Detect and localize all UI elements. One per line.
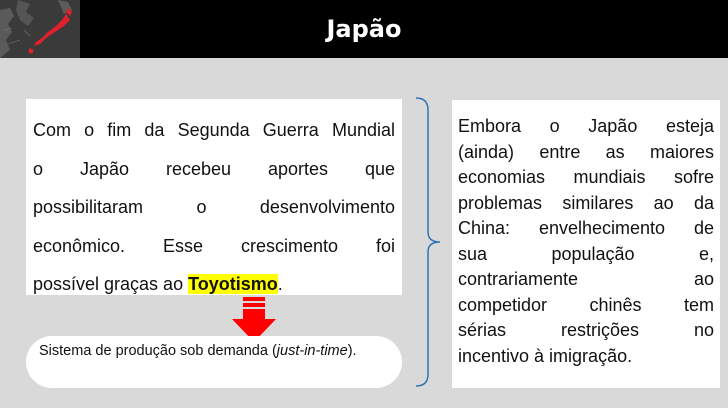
economy-text-line: economias mundiais sofre [458, 167, 714, 187]
economy-text-line: (ainda) entre as maiores [458, 141, 714, 162]
history-text-prefix: possível graças ao [33, 274, 189, 294]
history-text-line: Com o fim da Segunda Guerra Mundial [33, 120, 395, 140]
economy-text-last-line: incentivo à imigração. [458, 345, 633, 366]
economy-text-line: Embora o Japão esteja [458, 116, 714, 136]
right-brace-icon [414, 96, 444, 388]
history-text-line: possibilitaram o desenvolvimento [33, 197, 395, 217]
note-text-end: ). [347, 343, 357, 359]
economy-text-line: sua população e, [458, 243, 714, 264]
economy-text-line: problemas similares ao da [458, 192, 714, 213]
history-text-line: o Japão recebeu aportes que [33, 158, 395, 179]
toyotismo-highlight: Toyotismo [188, 274, 278, 294]
economy-text-line: China: envelhecimento de [458, 218, 714, 238]
economy-text-line: competidor chinês tem [458, 294, 714, 315]
note-text: Sistema de produção sob demanda ( [39, 343, 277, 359]
just-in-time-note [26, 336, 402, 388]
history-text-suffix: . [277, 274, 283, 294]
economy-text-line: sérias restrições no [458, 320, 714, 340]
header-bar [0, 0, 728, 58]
economy-text-line: contrariamente ao [458, 269, 714, 289]
history-text-last-line [33, 265, 395, 304]
note-italic-term: just-in-time [276, 343, 348, 359]
economy-text-box [452, 100, 720, 388]
history-text-box [26, 99, 402, 295]
history-text-line: econômico. Esse crescimento foi [33, 235, 395, 256]
page-title: Japão [326, 15, 402, 43]
